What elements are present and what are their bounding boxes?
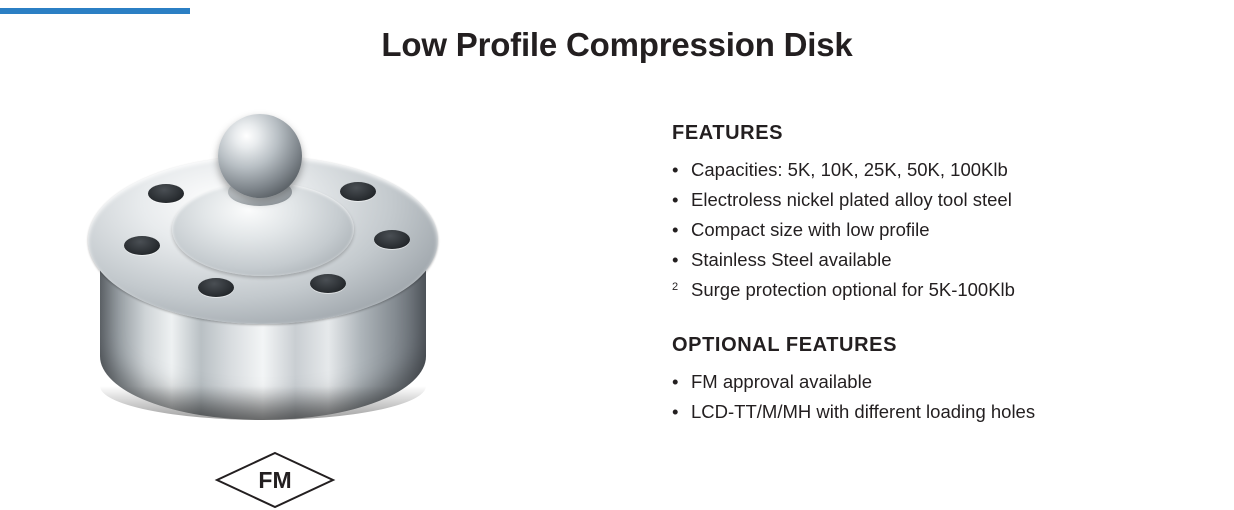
- bullet-marker: •: [672, 219, 679, 240]
- list-item-text: LCD-TT/M/MH with different loading holes: [691, 401, 1036, 422]
- bolt-hole: [198, 278, 234, 297]
- features-column: [672, 122, 1212, 427]
- loading-ball: [218, 114, 302, 198]
- footnote-marker: 2: [672, 281, 679, 293]
- bolt-hole: [148, 184, 184, 203]
- page-title: Low Profile Compression Disk: [381, 26, 853, 63]
- list-item: [672, 155, 1212, 185]
- list-item: [672, 185, 1212, 215]
- optional-features-heading: OPTIONAL FEATURES: [672, 334, 898, 356]
- list-item-text: FM approval available: [691, 371, 872, 392]
- list-item: [672, 275, 1212, 308]
- features-list: [672, 155, 1212, 308]
- list-item-text: Stainless Steel available: [691, 249, 892, 270]
- list-item: [672, 367, 1212, 397]
- fm-approval-badge: [213, 450, 337, 510]
- list-item-text: Surge protection optional for 5K-100Klb: [691, 279, 1015, 300]
- list-item: [672, 245, 1212, 275]
- fm-badge-label: FM: [258, 467, 292, 493]
- accent-rule: [0, 8, 190, 14]
- optional-features-list: [672, 367, 1212, 427]
- product-image-panel: [0, 96, 600, 506]
- bolt-hole: [340, 182, 376, 201]
- list-item-text: Electroless nickel plated alloy tool steel: [691, 189, 1012, 210]
- bolt-hole: [124, 236, 160, 255]
- features-heading: FEATURES: [672, 122, 784, 144]
- bullet-marker: •: [672, 401, 679, 422]
- bullet-marker: •: [672, 189, 679, 210]
- list-item-text: Capacities: 5K, 10K, 25K, 50K, 100Klb: [691, 159, 1008, 180]
- bullet-marker: •: [672, 249, 679, 270]
- bolt-hole: [374, 230, 410, 249]
- compression-disk-illustration: [78, 114, 448, 493]
- list-item: [672, 215, 1212, 245]
- bolt-hole: [310, 274, 346, 293]
- list-item: [672, 397, 1212, 427]
- bullet-marker: •: [672, 159, 679, 180]
- list-item-text: Compact size with low profile: [691, 219, 930, 240]
- bullet-marker: •: [672, 371, 679, 392]
